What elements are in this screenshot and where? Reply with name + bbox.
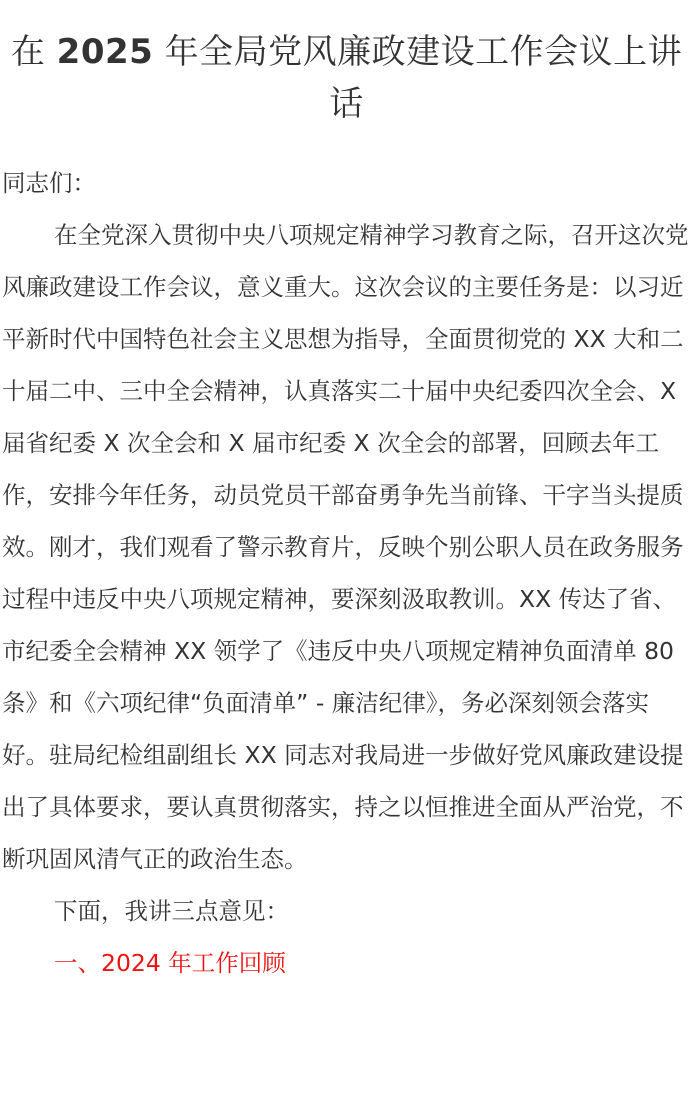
- salutation: 同志们：: [2, 169, 96, 197]
- paragraph-outline: 下面，我讲三点意见：: [54, 897, 289, 925]
- title-prefix: 在: [10, 32, 46, 72]
- document-body: [2, 157, 693, 989]
- section-heading-1: 一、2024 年工作回顾: [54, 949, 286, 977]
- paragraph-intro: 在全党深入贯彻中央八项规定精神学习教育之际，召开这次党风廉政建设工作会议，意义重大。这次会议的主要任务是：以习近平新时代中国特色社会主义思想为指导，全面贯彻党的 XX 大和二十届二中、三中全会精神，认真落实二十届中央纪委四次全会、X 届省纪委 X 次全会和 X 届市纪委 X 次全会的部署，回顾去年工作，安排今年任务，动员党员干部奋勇争先当前锋、干字当头提质效。刚才，我们观看了警示教育片，反映个别公职人员在政务服务过程中违反中央八项规定精神，要深刻汲取教训。XX 传达了省、市纪委全会精神 XX 领学了《违反中央八项规定精神负面清单 80 条》和《六项纪律“负面清单” - 廉洁纪律》，务必深刻领会落实好。驻局纪检组副组长 XX 同志对我局进一步做好党风廉政建设提出了具体要求，要认真贯彻落实，持之以恒推进全面从严治党，不断巩固风清气正的政治生态。: [2, 221, 689, 873]
- document-title: [0, 26, 693, 130]
- title-suffix: 年全局党风廉政建设工作会议上讲话: [164, 32, 683, 124]
- title-year: 2025: [56, 32, 154, 72]
